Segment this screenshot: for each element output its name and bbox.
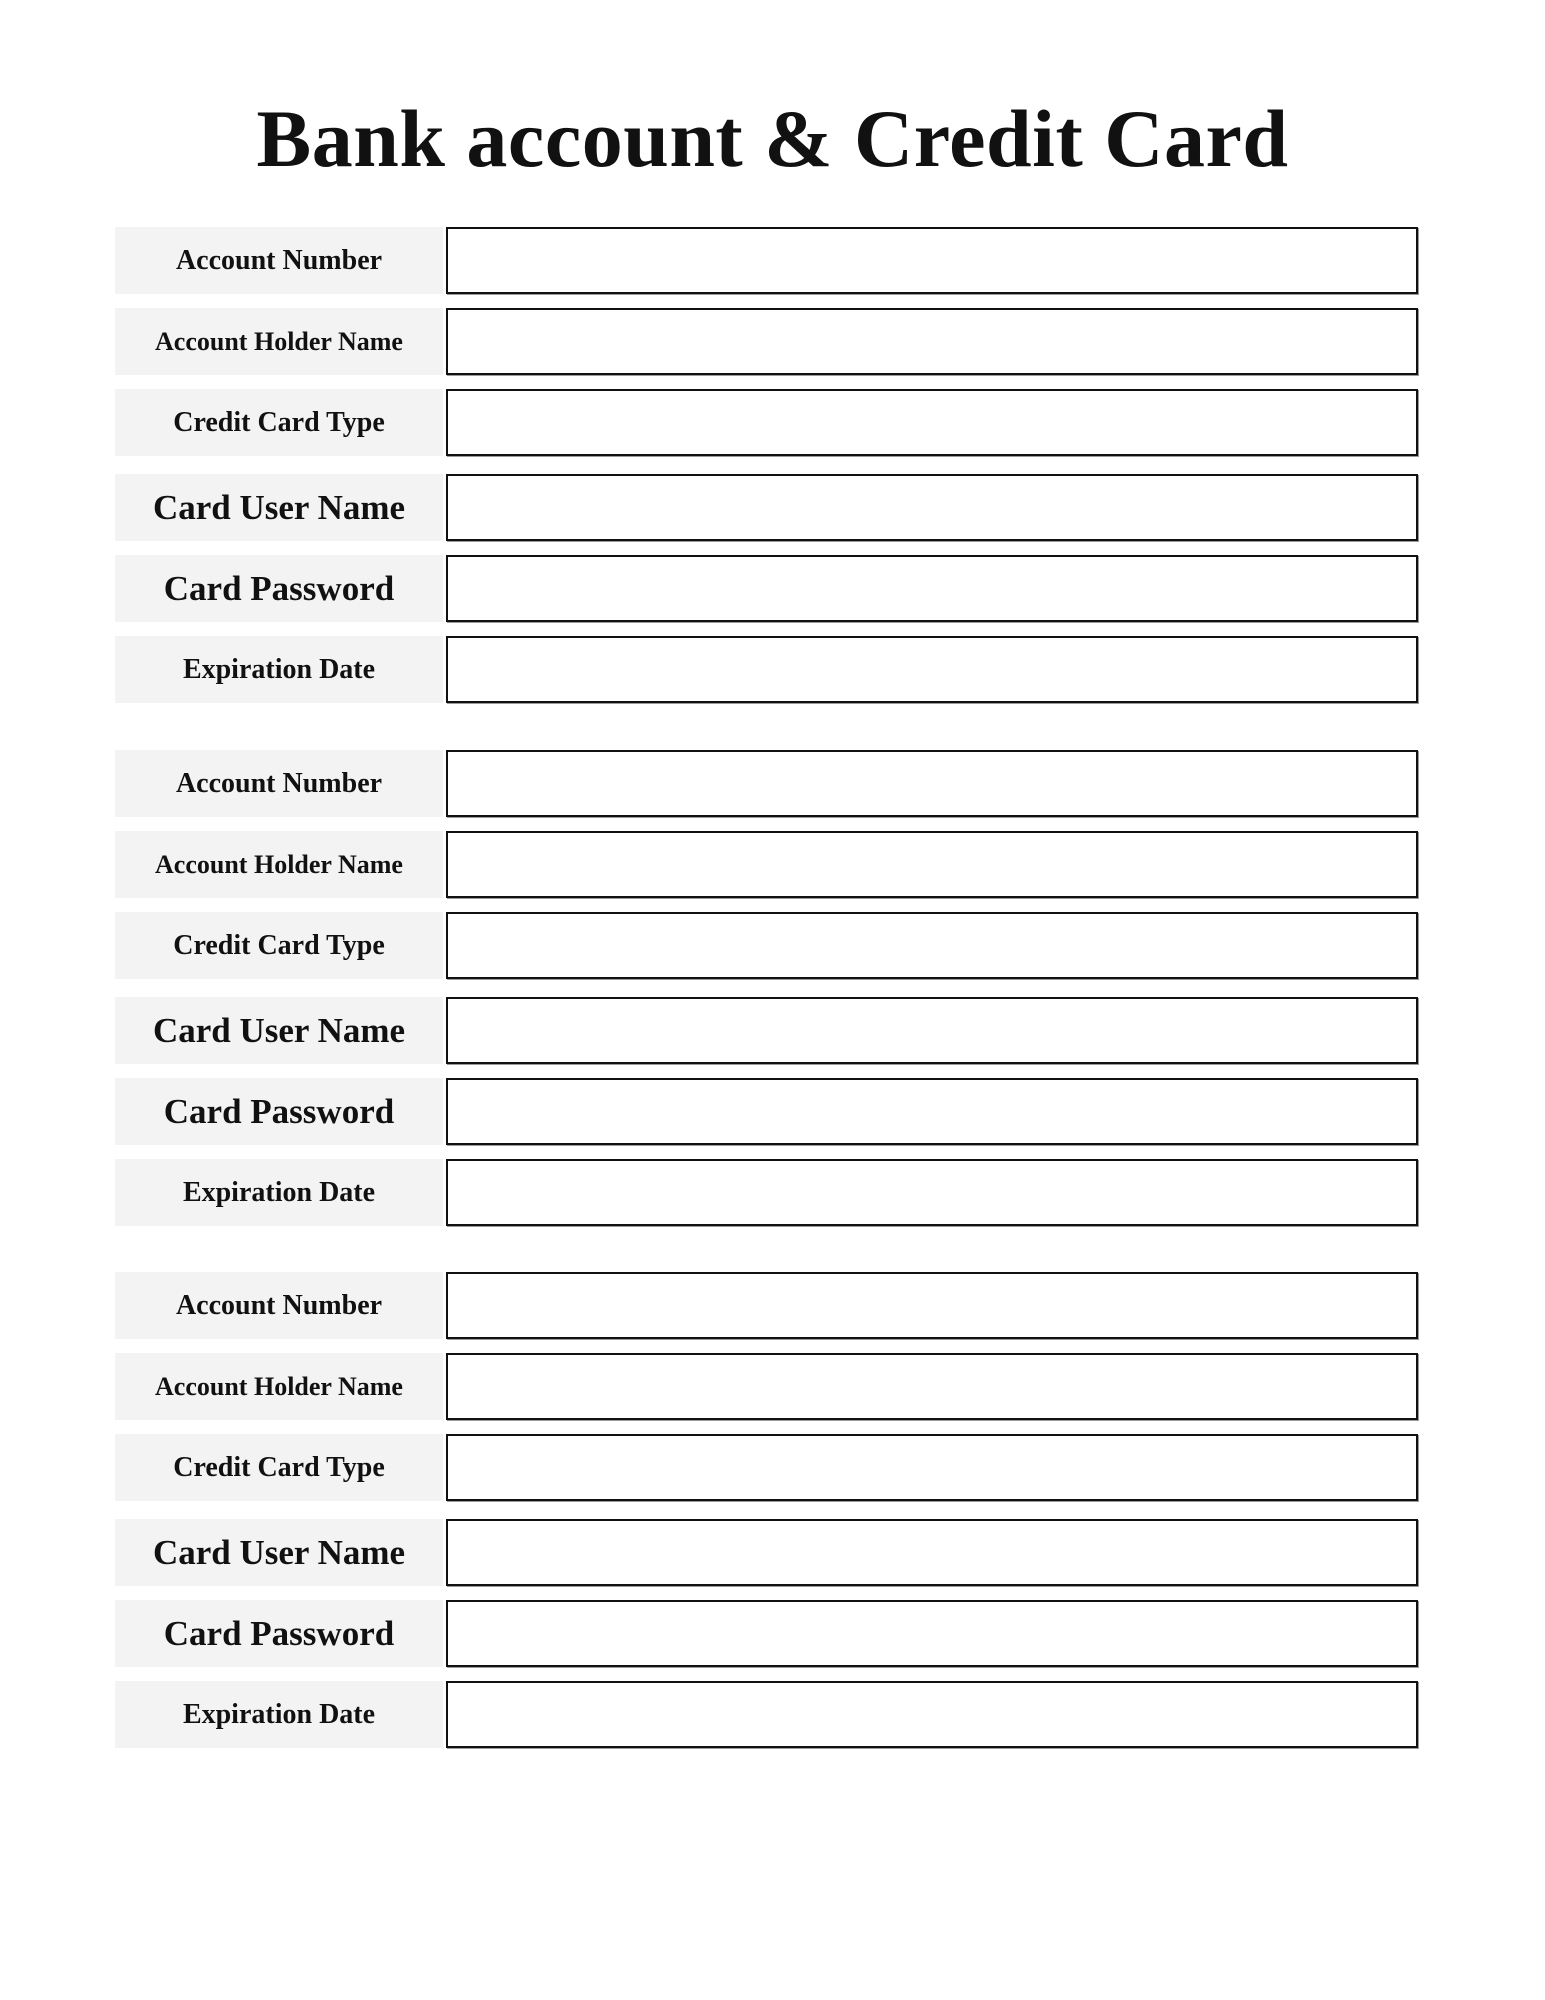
credit-card-type-field[interactable] bbox=[446, 912, 1418, 979]
account-holder-name-label: Account Holder Name bbox=[115, 831, 443, 898]
credit-card-type-field[interactable] bbox=[446, 1434, 1418, 1501]
account-holder-name-label: Account Holder Name bbox=[115, 308, 443, 375]
account-holder-name-field[interactable] bbox=[446, 308, 1418, 375]
card-user-name-field[interactable] bbox=[446, 1519, 1418, 1586]
card-user-name-label: Card User Name bbox=[115, 997, 443, 1064]
credit-card-type-label: Credit Card Type bbox=[115, 1434, 443, 1501]
account-number-label: Account Number bbox=[115, 750, 443, 817]
form-row-card-user-name bbox=[115, 1519, 1420, 1586]
card-password-field[interactable] bbox=[446, 555, 1418, 622]
form-row-account-holder-name bbox=[115, 308, 1420, 375]
form-row-account-number bbox=[115, 1272, 1420, 1339]
form-row-account-holder-name bbox=[115, 1353, 1420, 1420]
account-number-field[interactable] bbox=[446, 1272, 1418, 1339]
form-row-account-number bbox=[115, 750, 1420, 817]
form-row-expiration-date bbox=[115, 1159, 1420, 1226]
form-row-credit-card-type bbox=[115, 1434, 1420, 1501]
card-user-name-label: Card User Name bbox=[115, 1519, 443, 1586]
card-password-field[interactable] bbox=[446, 1600, 1418, 1667]
form-row-account-holder-name bbox=[115, 831, 1420, 898]
credit-card-type-label: Credit Card Type bbox=[115, 389, 443, 456]
card-password-label: Card Password bbox=[115, 555, 443, 622]
expiration-date-field[interactable] bbox=[446, 1159, 1418, 1226]
credit-card-type-label: Credit Card Type bbox=[115, 912, 443, 979]
form-row-expiration-date bbox=[115, 636, 1420, 703]
form-row-credit-card-type bbox=[115, 912, 1420, 979]
expiration-date-label: Expiration Date bbox=[115, 1681, 443, 1748]
expiration-date-label: Expiration Date bbox=[115, 636, 443, 703]
expiration-date-label: Expiration Date bbox=[115, 1159, 443, 1226]
form-row-credit-card-type bbox=[115, 389, 1420, 456]
account-holder-name-label: Account Holder Name bbox=[115, 1353, 443, 1420]
form-row-expiration-date bbox=[115, 1681, 1420, 1748]
card-password-label: Card Password bbox=[115, 1600, 443, 1667]
account-number-field[interactable] bbox=[446, 227, 1418, 294]
card-user-name-field[interactable] bbox=[446, 474, 1418, 541]
card-password-field[interactable] bbox=[446, 1078, 1418, 1145]
account-number-field[interactable] bbox=[446, 750, 1418, 817]
card-user-name-field[interactable] bbox=[446, 997, 1418, 1064]
account-number-label: Account Number bbox=[115, 227, 443, 294]
form-row-card-password bbox=[115, 1600, 1420, 1667]
form-row-card-user-name bbox=[115, 474, 1420, 541]
form-row-card-password bbox=[115, 555, 1420, 622]
credit-card-type-field[interactable] bbox=[446, 389, 1418, 456]
card-user-name-label: Card User Name bbox=[115, 474, 443, 541]
account-holder-name-field[interactable] bbox=[446, 1353, 1418, 1420]
page-title: Bank account & Credit Card bbox=[256, 93, 1289, 184]
expiration-date-field[interactable] bbox=[446, 636, 1418, 703]
form-row-card-user-name bbox=[115, 997, 1420, 1064]
account-number-label: Account Number bbox=[115, 1272, 443, 1339]
expiration-date-field[interactable] bbox=[446, 1681, 1418, 1748]
form-row-account-number bbox=[115, 227, 1420, 294]
form-row-card-password bbox=[115, 1078, 1420, 1145]
account-holder-name-field[interactable] bbox=[446, 831, 1418, 898]
card-password-label: Card Password bbox=[115, 1078, 443, 1145]
